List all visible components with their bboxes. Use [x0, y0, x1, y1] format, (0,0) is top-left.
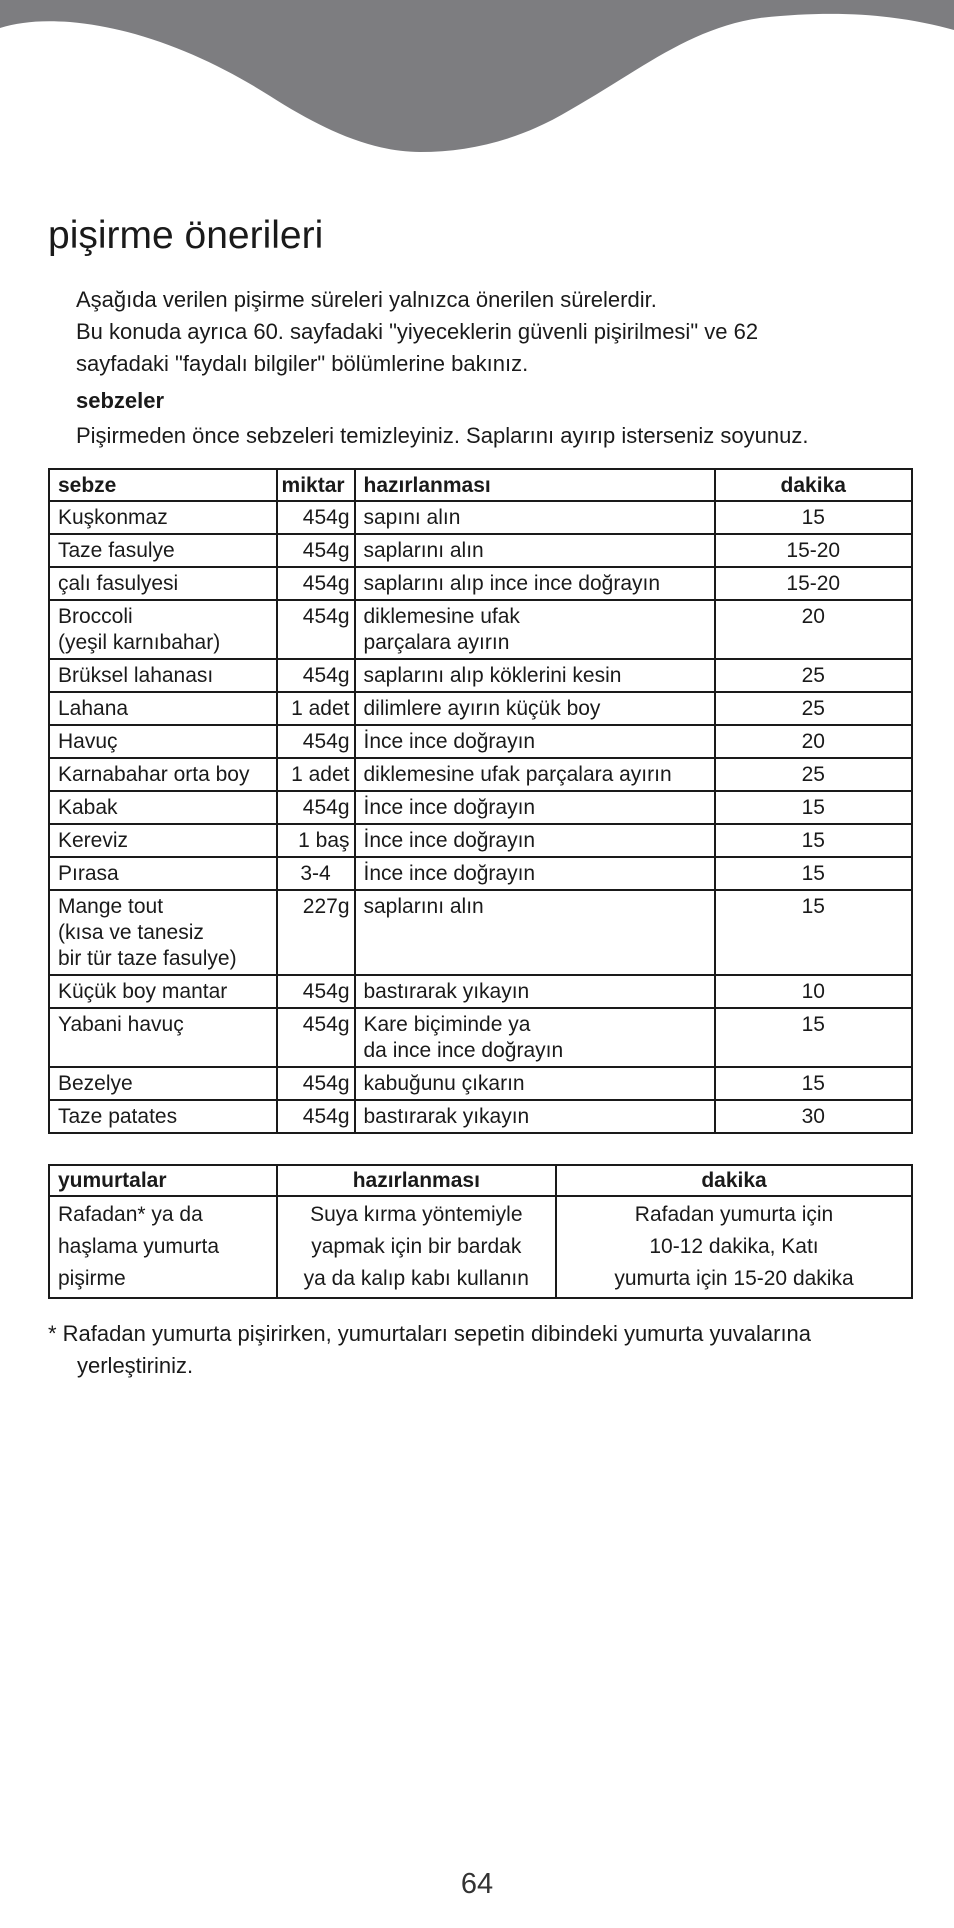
table-row [49, 890, 912, 975]
header-miktar: miktar [277, 469, 355, 501]
header-dakika: dakika [715, 469, 913, 501]
preparation-cell: saplarını alıp köklerini kesin [355, 659, 715, 692]
preparation-cell: İnce ince doğrayın [355, 824, 715, 857]
header-hazirlanmasi: hazırlanması [277, 1165, 556, 1196]
page-title: pişirme önerileri [48, 214, 324, 257]
table-row [49, 1008, 912, 1067]
table-row [49, 857, 912, 890]
minutes-cell: 25 [715, 659, 913, 692]
intro-line: sayfadaki "faydalı bilgiler" bölümlerine bakınız. [76, 351, 529, 376]
vegetable-name-cell: Kabak [49, 791, 277, 824]
minutes-cell: 15 [715, 857, 913, 890]
minutes-cell: 15 [715, 890, 913, 975]
vegetable-name-cell: Pırasa [49, 857, 277, 890]
vegetable-name-cell: Broccoli (yeşil karnıbahar) [49, 600, 277, 659]
table-header-row [49, 1165, 912, 1196]
minutes-cell: 10 [715, 975, 913, 1008]
cell-line: 10-12 dakika, Katı [649, 1235, 819, 1258]
vegetable-name-cell: Taze patates [49, 1100, 277, 1133]
quantity-cell: 454g [277, 659, 355, 692]
header-sebze: sebze [49, 469, 277, 501]
preparation-cell: diklemesine ufak parçalara ayırın [355, 758, 715, 791]
quantity-cell: 1 adet [277, 692, 355, 725]
page-number: 64 [460, 1868, 494, 1900]
cell-line: ya da kalıp kabı kullanın [303, 1267, 529, 1290]
quantity-cell: 454g [277, 501, 355, 534]
minutes-cell: 20 [715, 600, 913, 659]
minutes-cell: 20 [715, 725, 913, 758]
table-row [49, 534, 912, 567]
quantity-cell: 454g [277, 725, 355, 758]
header-hazirlanmasi: hazırlanması [355, 469, 715, 501]
table-row [49, 600, 912, 659]
egg-preparation-cell [277, 1196, 556, 1298]
quantity-cell: 3-4 [277, 857, 355, 890]
table-row [49, 501, 912, 534]
header-dakika: dakika [556, 1165, 912, 1196]
quantity-cell: 454g [277, 567, 355, 600]
table-row [49, 975, 912, 1008]
vegetables-section-title: sebzeler [76, 388, 165, 413]
minutes-cell: 15 [715, 501, 913, 534]
vegetable-name-cell: Küçük boy mantar [49, 975, 277, 1008]
preparation-cell: dilimlere ayırın küçük boy [355, 692, 715, 725]
quantity-cell: 227g [277, 890, 355, 975]
vegetable-name-cell: çalı fasulyesi [49, 567, 277, 600]
minutes-cell: 15-20 [715, 534, 913, 567]
header-yumurtalar: yumurtalar [49, 1165, 277, 1196]
minutes-cell: 15 [715, 1008, 913, 1067]
vegetable-name-cell: Kereviz [49, 824, 277, 857]
table-row [49, 659, 912, 692]
table-row [49, 692, 912, 725]
quantity-cell: 1 baş [277, 824, 355, 857]
footnote-line: yerleştiriniz. [77, 1353, 194, 1378]
quantity-cell: 1 adet [277, 758, 355, 791]
minutes-cell: 15 [715, 824, 913, 857]
cell-line: pişirme [58, 1267, 126, 1290]
cell-line: yapmak için bir bardak [311, 1235, 522, 1258]
table-row [49, 567, 912, 600]
table-row [49, 1067, 912, 1100]
header-wave-banner [0, 0, 954, 160]
minutes-cell: 30 [715, 1100, 913, 1133]
table-row [49, 725, 912, 758]
egg-type-cell [49, 1196, 277, 1298]
table-header-row [49, 469, 912, 501]
preparation-cell: bastırarak yıkayın [355, 975, 715, 1008]
cell-line: Rafadan yumurta için [634, 1203, 834, 1226]
preparation-cell: diklemesine ufak parçalara ayırın [355, 600, 715, 659]
intro-line: Bu konuda ayrıca 60. sayfadaki "yiyeceklerin güvenli pişirilmesi" ve 62 [76, 319, 759, 344]
preparation-cell: saplarını alıp ince ince doğrayın [355, 567, 715, 600]
quantity-cell: 454g [277, 534, 355, 567]
quantity-cell: 454g [277, 600, 355, 659]
table-row [49, 758, 912, 791]
table-row [49, 1196, 912, 1298]
vegetable-name-cell: Karnabahar orta boy [49, 758, 277, 791]
minutes-cell: 15 [715, 791, 913, 824]
preparation-cell: İnce ince doğrayın [355, 791, 715, 824]
preparation-cell: saplarını alın [355, 890, 715, 975]
minutes-cell: 25 [715, 758, 913, 791]
preparation-cell: İnce ince doğrayın [355, 725, 715, 758]
vegetable-name-cell: Brüksel lahanası [49, 659, 277, 692]
preparation-cell: sapını alın [355, 501, 715, 534]
quantity-cell: 454g [277, 1100, 355, 1133]
vegetables-section-text: Pişirmeden önce sebzeleri temizleyiniz. Saplarını ayırıp isterseniz soyunuz. [76, 423, 809, 448]
footnote [48, 1318, 928, 1382]
vegetable-name-cell: Mange tout (kısa ve tanesiz bir tür taze fasulye) [49, 890, 277, 975]
vegetable-name-cell: Lahana [49, 692, 277, 725]
vegetable-name-cell: Kuşkonmaz [49, 501, 277, 534]
table-row [49, 824, 912, 857]
minutes-cell: 15-20 [715, 567, 913, 600]
preparation-cell: kabuğunu çıkarın [355, 1067, 715, 1100]
vegetable-name-cell: Taze fasulye [49, 534, 277, 567]
quantity-cell: 454g [277, 1067, 355, 1100]
preparation-cell: Kare biçiminde ya da ince ince doğrayın [355, 1008, 715, 1067]
preparation-cell: İnce ince doğrayın [355, 857, 715, 890]
preparation-cell: saplarını alın [355, 534, 715, 567]
cell-line: haşlama yumurta [58, 1235, 220, 1258]
cell-line: Suya kırma yöntemiyle [310, 1203, 523, 1226]
quantity-cell: 454g [277, 1008, 355, 1067]
table-row [49, 791, 912, 824]
minutes-cell: 25 [715, 692, 913, 725]
quantity-cell: 454g [277, 975, 355, 1008]
table-row [49, 1100, 912, 1133]
intro-line: Aşağıda verilen pişirme süreleri yalnızca önerilen sürelerdir. [76, 287, 657, 312]
vegetable-cooking-table [48, 468, 913, 1134]
vegetable-name-cell: Bezelye [49, 1067, 277, 1100]
minutes-cell: 15 [715, 1067, 913, 1100]
cell-line: Rafadan* ya da [58, 1203, 203, 1226]
quantity-cell: 454g [277, 791, 355, 824]
cell-line: yumurta için 15-20 dakika [614, 1267, 854, 1290]
vegetable-table-body [49, 501, 912, 1133]
egg-cooking-table [48, 1164, 913, 1299]
vegetable-name-cell: Yabani havuç [49, 1008, 277, 1067]
preparation-cell: bastırarak yıkayın [355, 1100, 715, 1133]
footnote-line: * Rafadan yumurta pişirirken, yumurtaları sepetin dibindeki yumurta yuvalarına [48, 1321, 812, 1346]
egg-minutes-cell [556, 1196, 912, 1298]
vegetable-name-cell: Havuç [49, 725, 277, 758]
intro-paragraph [76, 284, 936, 380]
